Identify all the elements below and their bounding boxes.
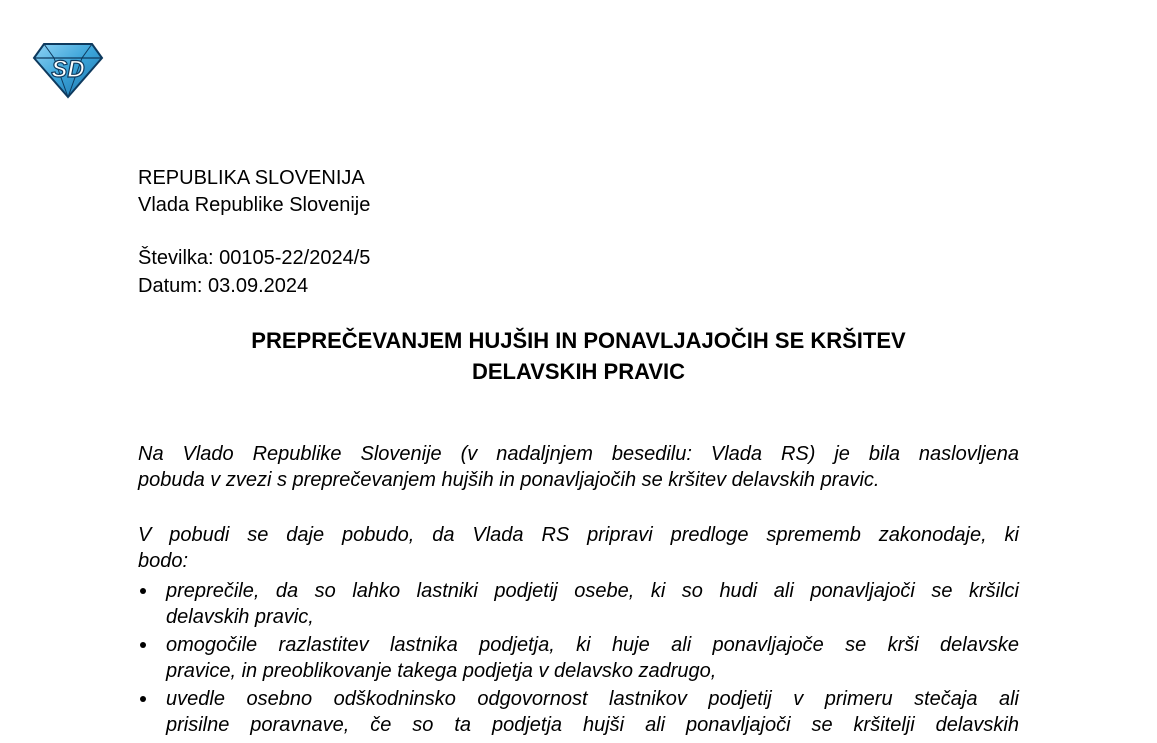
title-line-2: DELAVSKIH PRAVIC — [471, 359, 686, 384]
issuer-header — [138, 165, 370, 219]
bullet-line: omogočile razlastitev lastnika podjetja, ki huje ali ponavljajoče se krši delavske — [166, 634, 1019, 656]
bullet-line: pravice, in preoblikovanje takega podjetja v delavsko zadrugo, — [166, 660, 717, 682]
document-number: Številka: 00105-22/2024/5 — [138, 247, 371, 269]
bullet-line: prisilne poravnave, če so ta podjetja hujši ali ponavljajoči se kršitelji delavskih — [166, 714, 1019, 736]
paragraph-proposal-line-1: V pobudi se daje pobudo, da Vlada RS pripravi predloge sprememb zakonodaje, ki — [138, 524, 1019, 546]
svg-text:SD: SD — [51, 56, 85, 83]
bullet-dot-icon — [140, 696, 146, 702]
issuer-line-republic: REPUBLIKA SLOVENIJA — [138, 167, 365, 189]
document-meta — [138, 244, 370, 300]
issuer-line-government: Vlada Republike Slovenije — [138, 194, 371, 216]
paragraph-intro — [138, 441, 1019, 493]
bullet-dot-icon — [140, 588, 146, 594]
paragraph-intro-line-1: Na Vlado Republike Slovenije (v nadaljnjem besedilu: Vlada RS) je bila naslovljena — [138, 443, 1019, 465]
diamond-logo-icon — [32, 41, 104, 99]
document-date: Datum: 03.09.2024 — [138, 275, 309, 297]
proposal-bullet-list — [138, 578, 1019, 740]
bullet-item — [138, 578, 1019, 630]
document-title — [138, 325, 1019, 387]
paragraph-proposal-line-2: bodo: — [138, 550, 189, 572]
bullet-dot-icon — [140, 642, 146, 648]
bullet-line: uvedle osebno odškodninsko odgovornost lastnikov podjetij v primeru stečaja ali — [166, 688, 1019, 710]
bullet-line: preprečile, da so lahko lastniki podjetij osebe, ki so hudi ali ponavljajoči se kršilci — [166, 580, 1019, 602]
title-line-1: PREPREČEVANJEM HUJŠIH IN PONAVLJAJOČIH SE KRŠITEV — [251, 328, 906, 353]
bullet-line: delavskih pravic, — [166, 606, 314, 628]
bullet-item — [138, 632, 1019, 684]
paragraph-proposal — [138, 522, 1019, 574]
bullet-item — [138, 686, 1019, 738]
paragraph-intro-line-2: pobuda v zvezi s preprečevanjem hujših in ponavljajočih se kršitev delavskih pravic. — [138, 469, 880, 491]
